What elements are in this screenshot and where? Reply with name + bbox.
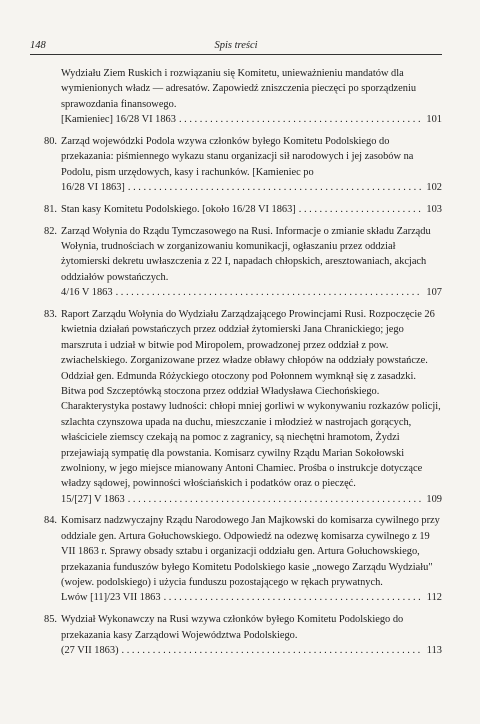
entry-date: (27 VII 1863): [61, 645, 119, 656]
entry-last-line: [61, 492, 442, 507]
entry-text: Zarząd Wołynia do Rządu Tymczasowego na Rusi. Informacje o zmianie składu Zarządu Wołynia, trudnościach w zorganizowaniu komunikacji, ogłaszaniu przez oddział żytomierski dekretu uwłaszczenia z 22 I, napadach chłopskich, aresztowaniach, akcjach oddziałów powstańczych.: [61, 225, 431, 283]
entry-text: Raport Zarządu Wołynia do Wydziału Zarządzającego Prowincjami Rusi. Rozpoczęcie 26 kwietnia działań powstańczych przez oddział żytomierski Jana Chranickiego; jego marszruta i udział w bitwie pod Miropolem, prowadzonej przez oddział z pow. zwiachelskiego. Zorganizowane przez władze obławy chłopów na oddziały powstańcze. Oddział gen. Edmunda Różyckiego otoczony pod Połonnem wymknął się z zasadzki. Bitwa pod Szczeptówką stoczona przez oddział Władysława Ciechońskiego. Charakterystyka postawy ludności: chłopi mniej gorliwi w wykonywaniu rozkazów policji, szlachta czynszowa upada na duchu, mieszczanie i młodzież w nastrojach gorących, właściciele ziemscy czekają na pomoc z zagranicy, są niechętni hramotom, Żydzi przejawiają sympatię dla powstania. Komisarz cywilny Rządu Marian Sokołowski zwolniony, w jego miejsce mianowany Antoni Chamiec. Prośba o instrukcje dotyczące władzy sądowej, powinności włościańskich i podatków oraz o pieczęć.: [61, 308, 441, 490]
entry-number: 80.: [44, 135, 57, 147]
entry-date: 15/[27] V 1863: [61, 493, 125, 505]
entry-text: Komisarz nadzwyczajny Rządu Narodowego Jan Majkowski do komisarza cywilnego przy oddziale gen. Artura Gołuchowskiego. Odpowiedź na odezwę komisarza cywilnego z 19 VII 1863 r. Sprawy obsady sztabu i organizacji oddziału gen. Artura Gołuchowskiego, przekazania funduszów byłego Komitetu Podolskiego kasie „nowego Zarządu Wydziału" (wojew. podolskiego) i użycia funduszu pozostającego w rękach prywatnych.: [61, 515, 440, 589]
entry-page-number: 103: [426, 203, 442, 215]
dot-leader: [122, 643, 422, 658]
entry-last-line: [61, 590, 442, 605]
dot-leader: [164, 590, 422, 605]
toc-entry-82: [30, 224, 442, 301]
entry-text: Wydział Wykonawczy na Rusi wzywa członków byłego Komitetu Podolskiego do przekazania kasy Zarządowi Województwa Podolskiego.: [61, 614, 404, 641]
entry-number: 81.: [44, 203, 57, 215]
entry-date: 16/28 VI 1863]: [61, 182, 125, 194]
entry-page-number: 112: [426, 592, 442, 604]
dot-leader: [116, 285, 422, 300]
table-of-contents: [30, 66, 442, 665]
dot-leader: [179, 112, 422, 127]
entry-text: Zarząd wojewódzki Podola wzywa członków byłego Komitetu Podolskiego do przekazania: piśmiennego wykazu stanu organizacji sił narodowych i jej zasobów na Podolu, pism urzędowych, kasy i rachunków. [Kamieniec po: [61, 135, 414, 178]
entry-page-number: 113: [426, 645, 442, 656]
entry-page-number: 107: [426, 287, 442, 299]
dot-leader: [128, 180, 422, 195]
entry-last-line: [61, 112, 442, 127]
entry-number: 82.: [44, 225, 57, 237]
running-title: Spis treści: [214, 40, 258, 51]
entry-title: Stan kasy Komitetu Podolskiego. [około 16/28 VI 1863]: [61, 203, 296, 215]
page-number: 148: [30, 40, 46, 51]
entry-page-number: 109: [426, 493, 442, 505]
entry-last-line: [61, 202, 442, 217]
toc-entry-81: [30, 202, 442, 217]
entry-number: 83.: [44, 308, 57, 320]
entry-date: Lwów [11]/23 VII 1863: [61, 592, 161, 604]
dot-leader: [128, 492, 422, 507]
entry-last-line: [61, 643, 442, 658]
entry-date: [Kamieniec] 16/28 VI 1863: [61, 114, 176, 126]
toc-entry-85: [30, 612, 442, 658]
toc-entry-79-continued: [30, 66, 442, 128]
entry-last-line: [61, 285, 442, 300]
entry-date: 4/16 V 1863: [61, 287, 113, 299]
entry-last-line: [61, 180, 442, 195]
toc-entry-83: [30, 307, 442, 507]
entry-number: 84.: [44, 515, 57, 527]
entry-page-number: 102: [426, 182, 442, 194]
dot-leader: [299, 202, 422, 217]
toc-entry-80: [30, 134, 442, 196]
entry-number: 85.: [44, 614, 57, 626]
entry-text: Wydziału Ziem Ruskich i rozwiązaniu się Komitetu, unieważnieniu mandatów dla wymienionych władz — adresatów. Zapowiedź zniszczenia pieczęci po sporządzeniu sprawozdania finansowego.: [61, 68, 417, 110]
entry-page-number: 101: [426, 114, 442, 126]
page-header: [30, 38, 442, 55]
toc-entry-84: [30, 513, 442, 605]
